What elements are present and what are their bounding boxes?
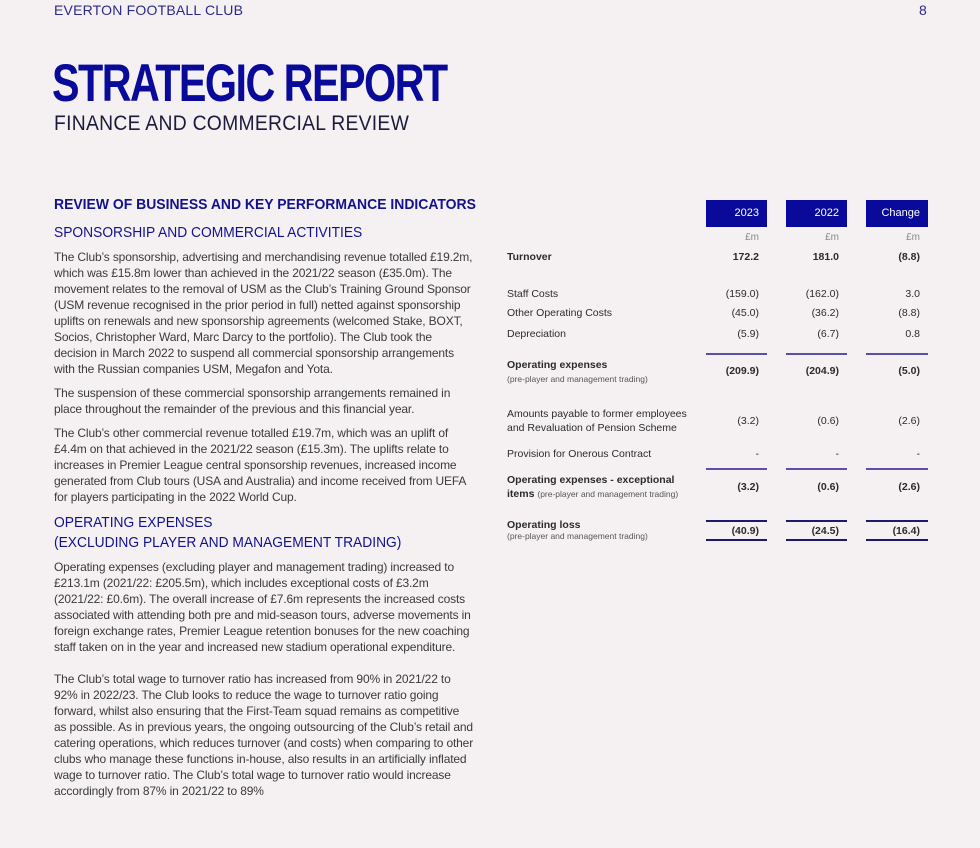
row-sublabel: (pre-player and management trading) [507,374,648,384]
cell: (16.4) [892,525,920,537]
row-label-other-operating-costs: Other Operating Costs [507,307,613,319]
subtotal-rule [866,353,928,355]
cell: (3.2) [737,415,759,427]
cell: (40.9) [731,525,759,537]
cell: (5.9) [737,328,759,340]
cell: (5.0) [898,365,920,377]
cell: (3.2) [737,481,759,493]
sponsorship-heading: SPONSORSHIP AND COMMERCIAL ACTIVITIES [54,224,363,241]
total-rule [866,539,928,541]
cell: 0.8 [905,328,920,340]
paragraph: Operating expenses (excluding player and management trading) increased to £213.1m (2021/22: £205.5m), which includes exceptional costs of £3.2m (2021/22: £0.6m). The overall increase of £7.6m represents the increased costs associated with attending both pre and mid-season tours, adverse movements in foreign exchange rates, Premier League retention bonuses for the new coaching staff taken on in the year and increased new stadium operational expenditure. [54,560,471,654]
subtotal-rule [786,468,847,470]
row-label-operating-loss: Operating loss (pre-player and management trading) [507,519,648,541]
cell: (159.0) [725,288,759,300]
row-label-depreciation: Depreciation [507,328,566,340]
total-rule [786,539,847,541]
cell: (8.8) [898,251,920,263]
total-rule [866,520,928,522]
total-rule [706,520,767,522]
row-label-turnover: Turnover [507,251,552,263]
section-heading: REVIEW OF BUSINESS AND KEY PERFORMANCE INDICATORS [54,196,476,213]
cell: (36.2) [811,307,839,319]
row-label-provision-onerous-contract: Provision for Onerous Contract [507,448,652,460]
row-label-staff-costs: Staff Costs [507,288,559,300]
subtotal-rule [706,468,767,470]
cell: (45.0) [731,307,759,319]
cell: (204.9) [805,365,839,377]
column-header-2023: 2023 [706,200,767,227]
cell: (209.9) [725,365,759,377]
subtotal-rule [866,468,928,470]
page-number: 8 [919,2,927,18]
cell: - [835,448,839,460]
total-rule [706,539,767,541]
cell: (8.8) [898,307,920,319]
operating-expenses-heading: OPERATING EXPENSES [54,514,213,531]
paragraph: The Club’s sponsorship, advertising and merchandising revenue totalled £19.2m, which was £15.8m lower than achieved in the 2021/22 season (£35.0m). The movement relates to the removal of USM as the Club’s Training Ground Sponsor (USM revenue recognised in the prior period in full) netted against sponsorship uplifts on renewals and new sponsorship agreements (welcomed Stake, BOXT, Socios, Christopher Ward, Marc Darcy to the portfolio). The Club took the decision in March 2022 to suspend all commercial sponsorship arrangements with the Russian companies USM, Megafon and Yota. [54,250,473,376]
cell: (2.6) [898,481,920,493]
cell: - [916,448,920,460]
cell: (24.5) [811,525,839,537]
cell: 181.0 [812,251,839,263]
cell: (0.6) [817,481,839,493]
cell: 172.2 [732,251,759,263]
body-text-column [54,196,474,807]
club-name: EVERTON FOOTBALL CLUB [54,2,244,18]
row-label-amounts-payable: Amounts payable to former employees and Revaluation of Pension Scheme [507,408,687,434]
subtotal-rule [706,353,767,355]
row-sublabel: (pre-player and management trading) [507,531,648,541]
row-sublabel: (pre-player and management trading) [537,489,679,499]
unit-label: £m [825,232,839,243]
column-header-2022: 2022 [786,200,847,227]
unit-label: £m [745,232,759,243]
page-title: STRATEGIC REPORT [52,54,447,113]
paragraph: The Club’s total wage to turnover ratio has increased from 90% in 2021/22 to 92% in 2022/23. The Club looks to reduce the wage to turnover ratio going forward, whilst also ensuring that the First-Team squad remains as competitive as possible. As in previous years, the ongoing outsourcing of the Club’s retail and catering operations, which reduces turnover (and costs) when comparing to other clubs who manage these functions in-house, also results in an artificially inflated wage to turnover ratio. The Club’s total wage to turnover ratio would increase accordingly from 87% in 2021/22 to 89% [54,672,474,798]
subtotal-rule [786,353,847,355]
cell: 3.0 [905,288,920,300]
total-rule [786,520,847,522]
unit-label: £m [906,232,920,243]
cell: - [755,448,759,460]
paragraph: The suspension of these commercial sponsorship arrangements remained in place throughout the remainder of the previous and this financial year. [54,386,451,416]
row-label-exceptional-items: Operating expenses - exceptional items (pre-player and management trading) [507,474,679,500]
page-subtitle: FINANCE AND COMMERCIAL REVIEW [54,112,410,135]
column-header-change: Change [866,200,928,227]
cell: (0.6) [817,415,839,427]
cell: (2.6) [898,415,920,427]
operating-expenses-heading-sub: (EXCLUDING PLAYER AND MANAGEMENT TRADING) [54,534,402,551]
cell: (162.0) [805,288,839,300]
row-label-operating-expenses: Operating expenses (pre-player and management trading) [507,359,648,384]
cell: (6.7) [817,328,839,340]
paragraph: The Club’s other commercial revenue totalled £19.7m, which was an uplift of £4.4m on that achieved in the 2021/22 season (£15.3m). The uplifts relate to increases in Premier League central sponsorship revenues, increased income generated from Club tours (USA and Australia) and income received from UEFA for players participating in the 2022 World Cup. [54,426,466,504]
